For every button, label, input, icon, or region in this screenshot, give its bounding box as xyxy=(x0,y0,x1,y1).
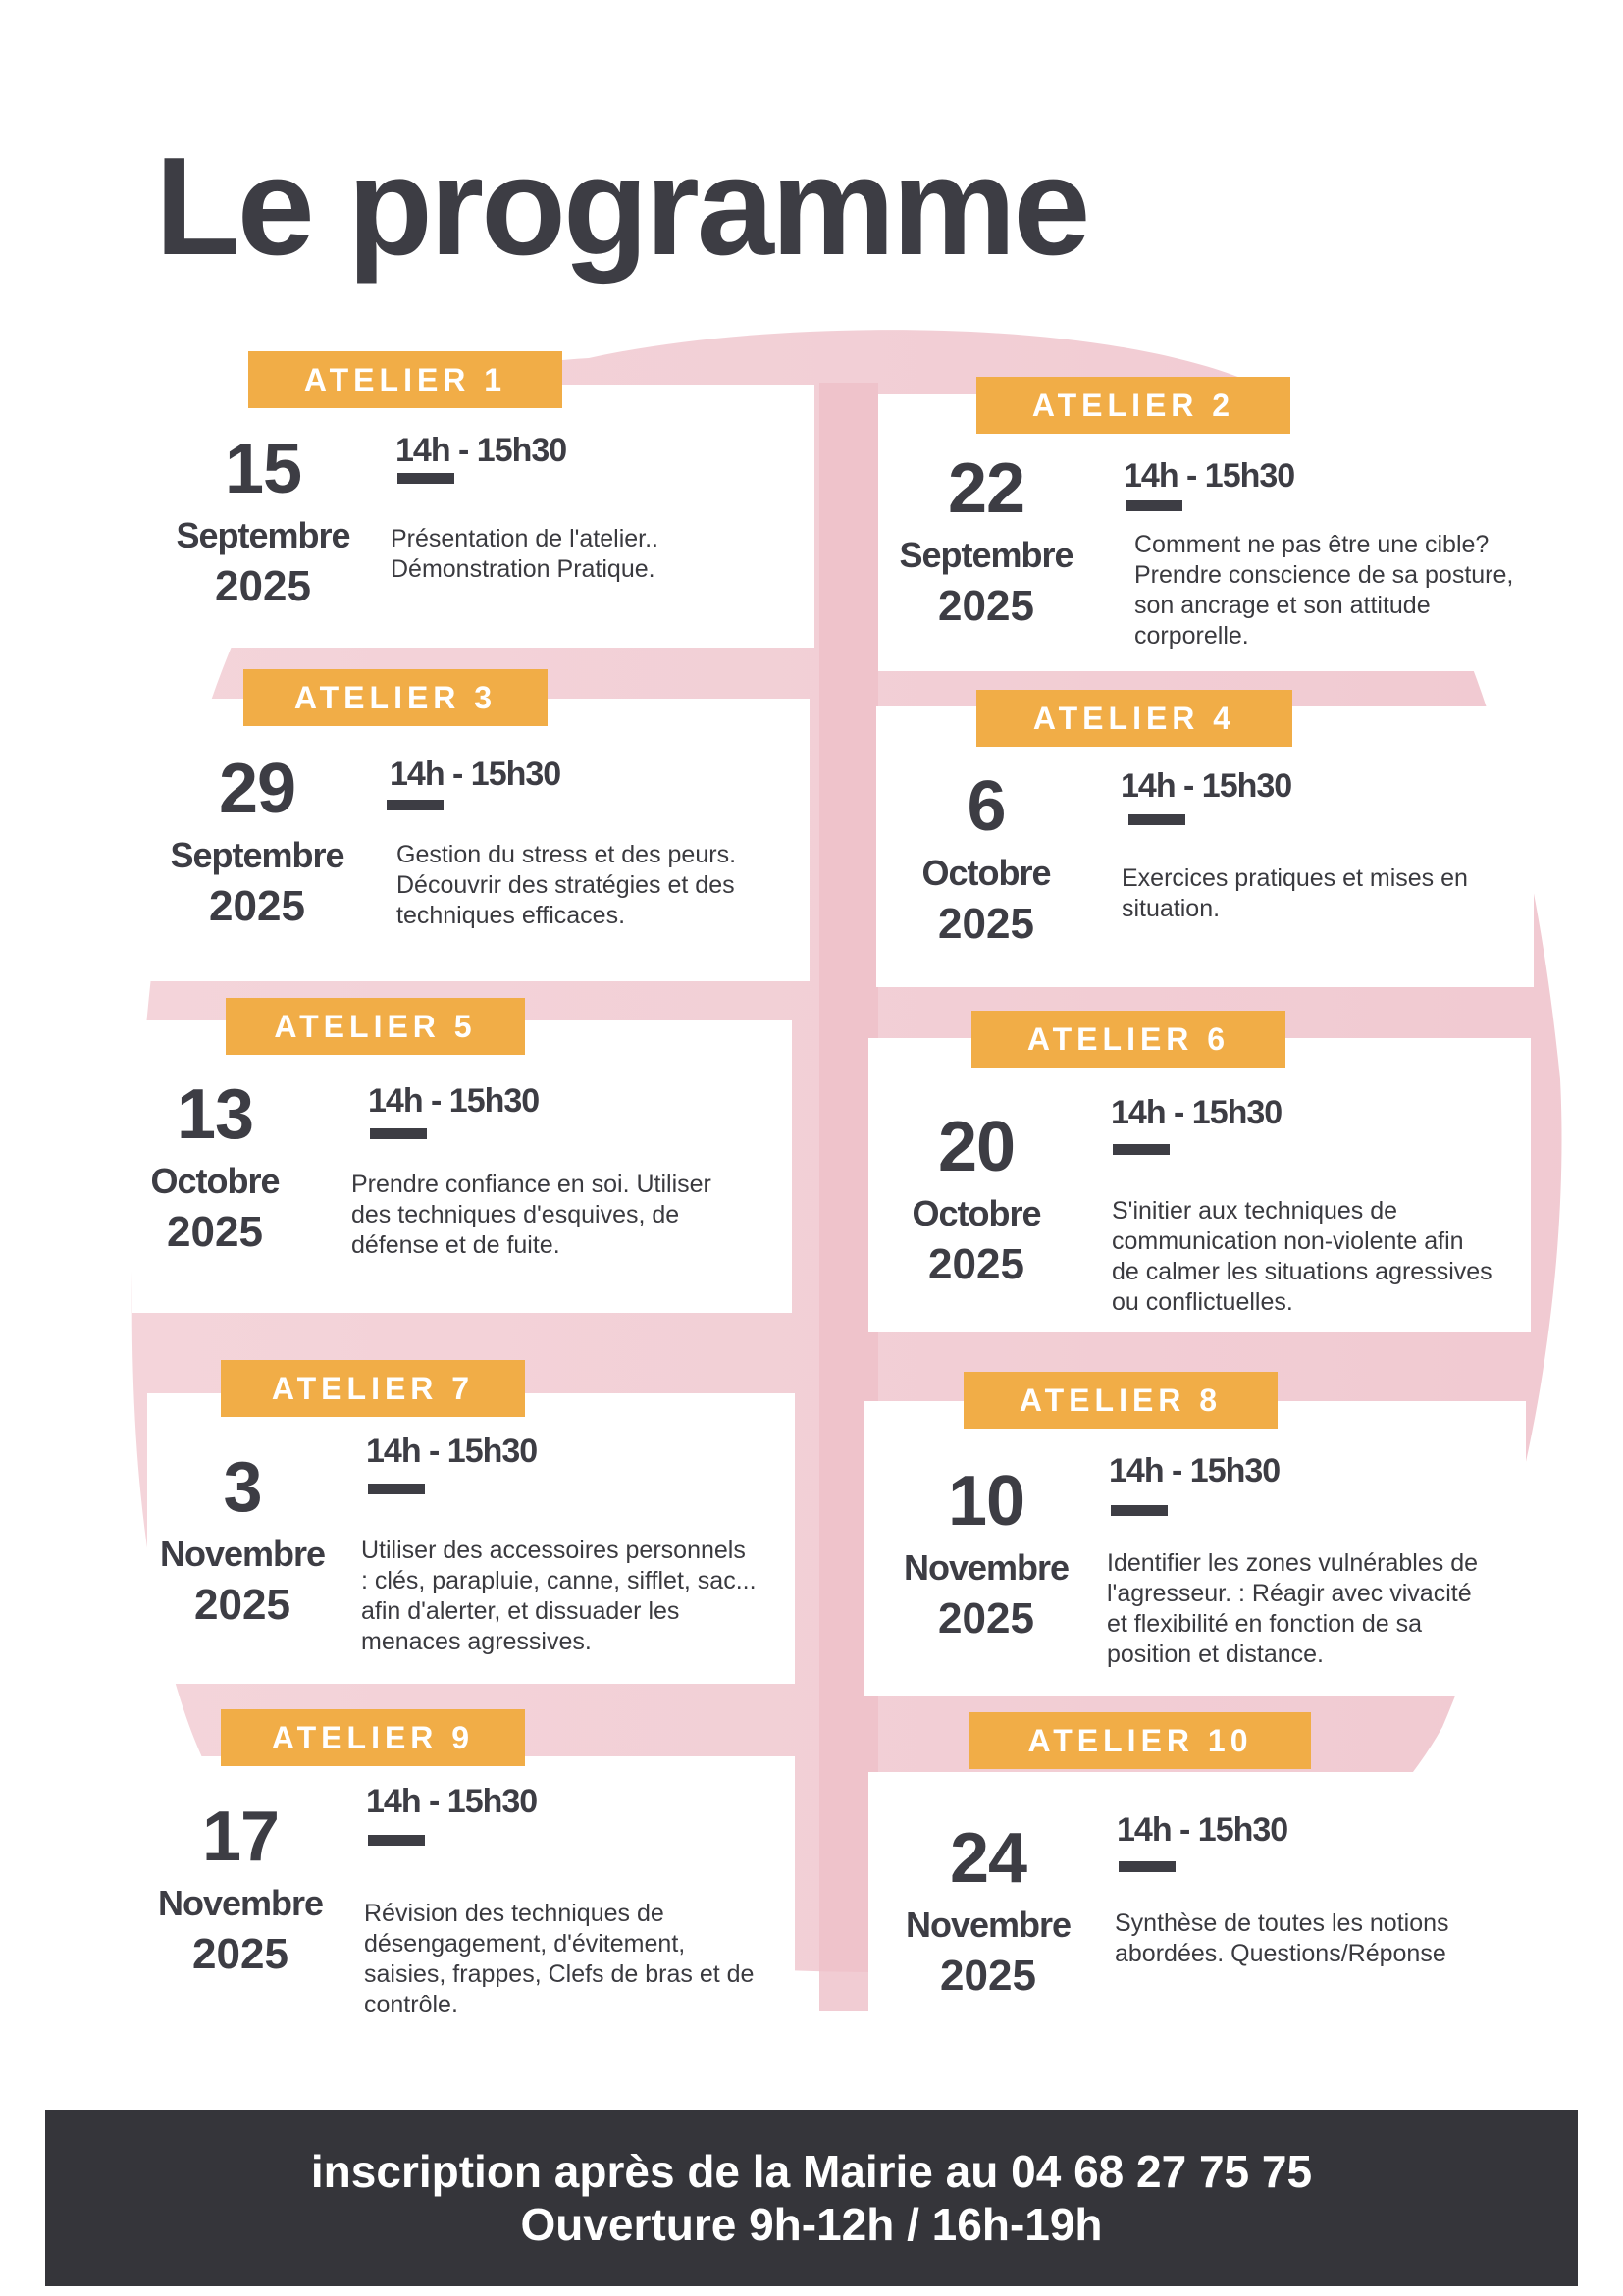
atelier-8-badge: ATELIER 8 xyxy=(964,1372,1278,1429)
atelier-2-desc-line: Comment ne pas être une cible? xyxy=(1134,531,1490,558)
atelier-3-year: 2025 xyxy=(209,882,305,930)
atelier-1-desc-line: Démonstration Pratique. xyxy=(391,555,655,583)
atelier-4-time: 14h - 15h30 xyxy=(1121,767,1292,805)
atelier-3-date xyxy=(164,750,350,930)
atelier-10-year: 2025 xyxy=(940,1952,1036,2000)
atelier-9-description xyxy=(364,1899,754,2020)
atelier-3-month: Septembre xyxy=(170,835,344,875)
atelier-10-day: 24 xyxy=(949,1819,1027,1898)
atelier-4-desc-line: Exercices pratiques et mises en xyxy=(1122,864,1468,892)
atelier-7-description xyxy=(361,1536,757,1657)
atelier-6-description xyxy=(1112,1196,1492,1318)
atelier-8-description xyxy=(1107,1548,1478,1670)
atelier-10-date xyxy=(895,1819,1081,2000)
atelier-7-desc-line: Utiliser des accessoires personnels xyxy=(361,1537,746,1564)
atelier-3-description xyxy=(396,840,736,931)
atelier-2-year: 2025 xyxy=(938,582,1034,630)
atelier-5-time-bar xyxy=(370,1128,427,1139)
atelier-2-description xyxy=(1134,530,1513,652)
atelier-4-date xyxy=(893,767,1079,948)
atelier-2-desc-line: son ancrage et son attitude xyxy=(1134,592,1431,619)
atelier-9-date xyxy=(147,1798,334,1978)
atelier-2-time: 14h - 15h30 xyxy=(1124,457,1295,495)
atelier-5-date xyxy=(122,1075,308,1256)
atelier-1-desc-line: Présentation de l'atelier.. xyxy=(391,525,658,552)
atelier-1-badge: ATELIER 1 xyxy=(248,351,562,408)
atelier-8-date xyxy=(893,1462,1079,1643)
atelier-6-desc-line: ou conflictuelles. xyxy=(1112,1288,1293,1316)
atelier-3-time-bar xyxy=(387,800,444,810)
atelier-8-day: 10 xyxy=(947,1462,1025,1540)
atelier-10-desc-line: Synthèse de toutes les notions xyxy=(1115,1909,1449,1937)
atelier-5-day: 13 xyxy=(176,1075,254,1154)
atelier-5-desc-line: des techniques d'esquives, de xyxy=(351,1201,680,1228)
atelier-6-day: 20 xyxy=(937,1108,1016,1186)
atelier-7-date xyxy=(149,1448,336,1629)
atelier-9-desc-line: désengagement, d'évitement, xyxy=(364,1930,686,1957)
atelier-5-month: Octobre xyxy=(150,1161,280,1201)
atelier-9-time: 14h - 15h30 xyxy=(366,1783,538,1820)
atelier-7-month: Novembre xyxy=(159,1534,326,1574)
atelier-7-desc-line: afin d'alerter, et dissuader les xyxy=(361,1597,680,1625)
atelier-2-time-bar xyxy=(1126,500,1182,511)
atelier-1-time-bar xyxy=(397,473,454,484)
atelier-7-badge: ATELIER 7 xyxy=(221,1360,525,1417)
atelier-2-desc-line: corporelle. xyxy=(1134,622,1249,650)
atelier-4-time-bar xyxy=(1128,814,1185,825)
atelier-7-desc-line: menaces agressives. xyxy=(361,1628,592,1655)
atelier-10-badge: ATELIER 10 xyxy=(969,1712,1311,1769)
atelier-4-month: Octobre xyxy=(921,853,1051,893)
atelier-8-desc-line: l'agresseur. : Réagir avec vivacité xyxy=(1107,1580,1472,1607)
atelier-6-badge: ATELIER 6 xyxy=(971,1011,1285,1068)
atelier-8-desc-line: et flexibilité en fonction de sa xyxy=(1107,1610,1423,1638)
atelier-1-year: 2025 xyxy=(215,562,311,610)
atelier-1-month: Septembre xyxy=(176,515,350,555)
atelier-5-year: 2025 xyxy=(167,1208,263,1256)
atelier-9-badge: ATELIER 9 xyxy=(221,1709,525,1766)
atelier-4-description xyxy=(1122,863,1468,924)
page-title: Le programme xyxy=(155,129,1088,285)
atelier-2-day: 22 xyxy=(947,449,1025,528)
atelier-5-time: 14h - 15h30 xyxy=(368,1082,540,1120)
atelier-3-badge: ATELIER 3 xyxy=(243,669,548,726)
atelier-6-desc-line: de calmer les situations agressives xyxy=(1112,1258,1492,1285)
atelier-4-day: 6 xyxy=(967,767,1006,846)
atelier-3-desc-line: techniques efficaces. xyxy=(396,902,626,929)
atelier-3-day: 29 xyxy=(218,750,296,828)
atelier-1-day: 15 xyxy=(224,430,302,508)
atelier-4-badge: ATELIER 4 xyxy=(976,690,1292,747)
atelier-10-time: 14h - 15h30 xyxy=(1117,1811,1288,1849)
atelier-9-day: 17 xyxy=(201,1798,280,1876)
atelier-9-time-bar xyxy=(368,1835,425,1846)
atelier-1-date xyxy=(170,430,356,610)
atelier-5-desc-line: Prendre confiance en soi. Utiliser xyxy=(351,1171,711,1198)
atelier-5-desc-line: défense et de fuite. xyxy=(351,1231,560,1259)
atelier-9-desc-line: contrôle. xyxy=(364,1991,458,2018)
atelier-6-date xyxy=(883,1108,1070,1288)
atelier-2-date xyxy=(893,449,1079,630)
atelier-4-desc-line: situation. xyxy=(1122,895,1221,922)
atelier-2-month: Septembre xyxy=(899,535,1073,575)
atelier-8-desc-line: position et distance. xyxy=(1107,1641,1324,1668)
atelier-5-badge: ATELIER 5 xyxy=(226,998,525,1055)
atelier-1-time: 14h - 15h30 xyxy=(395,432,567,469)
footer-banner xyxy=(45,2110,1578,2286)
atelier-7-time-bar xyxy=(368,1484,425,1494)
atelier-9-year: 2025 xyxy=(192,1930,288,1978)
atelier-3-time: 14h - 15h30 xyxy=(390,756,561,793)
footer-opening-hours: Ouverture 9h-12h / 16h-19h xyxy=(520,2199,1103,2250)
atelier-7-year: 2025 xyxy=(194,1581,290,1629)
atelier-10-desc-line: abordées. Questions/Réponse xyxy=(1115,1940,1446,1967)
atelier-6-time-bar xyxy=(1113,1144,1170,1155)
atelier-9-desc-line: saisies, frappes, Clefs de bras et de xyxy=(364,1960,755,1988)
atelier-3-desc-line: Découvrir des stratégies et des xyxy=(396,871,735,899)
footer-registration: inscription après de la Mairie au 04 68 27 75 75 xyxy=(310,2146,1313,2197)
atelier-8-time-bar xyxy=(1111,1505,1168,1516)
atelier-8-year: 2025 xyxy=(938,1594,1034,1643)
atelier-10-month: Novembre xyxy=(905,1905,1072,1945)
atelier-8-month: Novembre xyxy=(903,1547,1070,1588)
atelier-9-desc-line: Révision des techniques de xyxy=(364,1900,664,1927)
atelier-3-desc-line: Gestion du stress et des peurs. xyxy=(396,841,737,868)
atelier-6-desc-line: communication non-violente afin xyxy=(1112,1227,1464,1255)
atelier-7-day: 3 xyxy=(223,1448,262,1527)
atelier-6-time: 14h - 15h30 xyxy=(1111,1094,1283,1131)
atelier-2-badge: ATELIER 2 xyxy=(976,377,1290,434)
atelier-1-description xyxy=(391,524,658,585)
atelier-8-time: 14h - 15h30 xyxy=(1109,1452,1281,1489)
atelier-7-time: 14h - 15h30 xyxy=(366,1433,538,1470)
atelier-6-desc-line: S'initier aux techniques de xyxy=(1112,1197,1398,1225)
atelier-7-desc-line: : clés, parapluie, canne, sifflet, sac... xyxy=(361,1567,757,1594)
atelier-10-description xyxy=(1115,1908,1449,1969)
atelier-6-month: Octobre xyxy=(912,1193,1041,1233)
atelier-2-desc-line: Prendre conscience de sa posture, xyxy=(1134,561,1514,589)
atelier-8-desc-line: Identifier les zones vulnérables de xyxy=(1107,1549,1479,1577)
atelier-4-year: 2025 xyxy=(938,900,1034,948)
atelier-9-month: Novembre xyxy=(157,1883,324,1923)
atelier-6-year: 2025 xyxy=(928,1240,1024,1288)
atelier-10-time-bar xyxy=(1119,1861,1176,1872)
atelier-5-description xyxy=(351,1170,711,1261)
